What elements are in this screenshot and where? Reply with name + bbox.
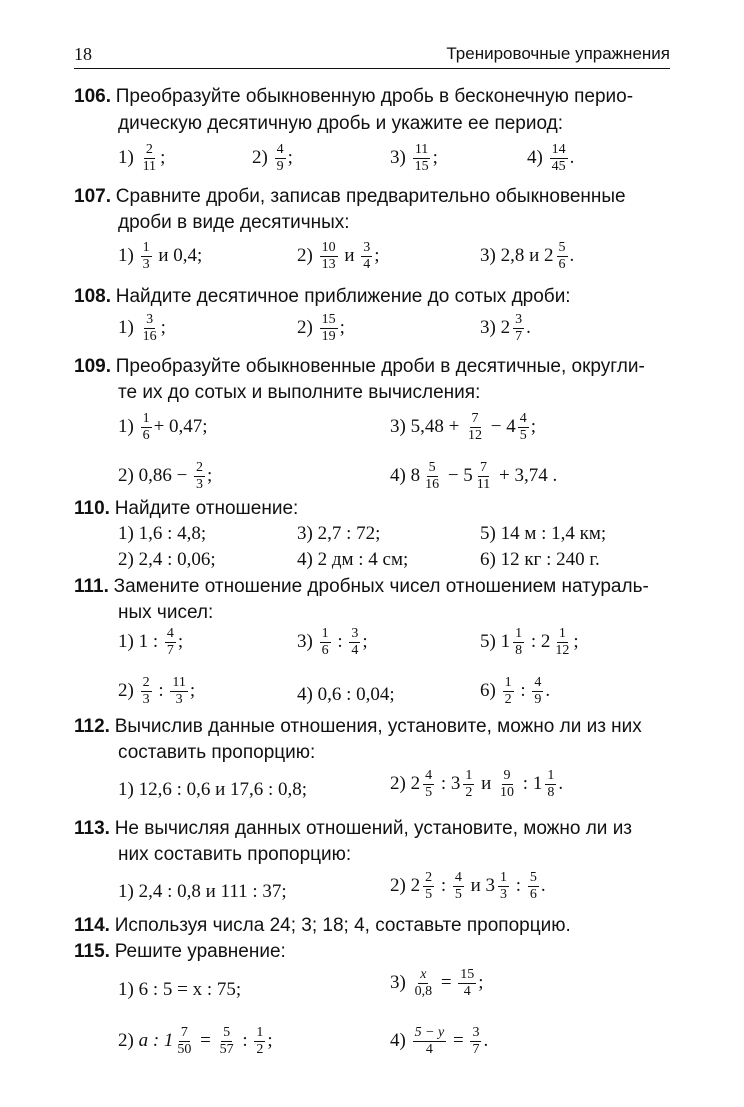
problem-115-line1: 115. Решите уравнение: xyxy=(74,941,286,962)
p111-item-2: 2) $\frac{2}{3}$ : $\frac{11}{3}$ ; xyxy=(118,675,196,708)
problem-112-line1: 112. Вычислив данные отношения, установите, можно ли из них xyxy=(74,716,642,737)
p107-item-3: 3) 2,8 и 2 $\frac{5}{6}$ . xyxy=(480,240,575,273)
problem-108-line1: 108. Найдите десятичное приближение до сотых дроби: xyxy=(74,286,571,307)
problem-114-line1: 114. Используя числа 24; 3; 18; 4, составьте пропорцию. xyxy=(74,915,571,936)
problem-text: Преобразуйте обыкновенную дробь в бесконечную перио- xyxy=(115,86,634,107)
p108-item-1: 1) $\frac{3}{16}$ ; xyxy=(118,312,166,345)
p110-item-4: 4) 2 дм : 4 см; xyxy=(297,549,409,570)
problem-106-line1 xyxy=(74,86,670,108)
p115-item-2: 2) a : 1 $\frac{7}{50}$ = $\frac{5}{57}$ : $\frac{1}{2}$ ; xyxy=(118,1025,273,1058)
problem-110-line1: 110. Найдите отношение: xyxy=(74,498,299,519)
problem-107-line2: дроби в виде десятичных: xyxy=(118,212,350,233)
problem-109-line1: 109. Преобразуйте обыкновенные дроби в десятичные, округли- xyxy=(74,356,645,377)
p106-item-2: 2) $\frac{4}{9}$ ; xyxy=(252,142,293,175)
p112-item-1: 1) 12,6 : 0,6 и 17,6 : 0,8; xyxy=(118,779,308,800)
p111-item-5: 5) 1 $\frac{1}{8}$ : 2 $\frac{1}{12}$ ; xyxy=(480,626,579,659)
problem-113-line2: них составить пропорцию: xyxy=(118,844,352,865)
p109-item-1: 1) $\frac{1}{6}$ + 0,47; xyxy=(118,411,208,444)
p111-item-1: 1) 1 : $\frac{4}{7}$ ; xyxy=(118,626,184,659)
p108-item-3: 3) 2 $\frac{3}{7}$ . xyxy=(480,312,531,345)
problem-109-line2: те их до сотых и выполните вычисления: xyxy=(118,382,481,403)
p115-item-3: 3) $\frac{x}{0,8}$ = $\frac{15}{4}$ ; xyxy=(390,967,484,1000)
problem-111-line2: ных чисел: xyxy=(118,602,214,623)
p106-item-4: 4) $\frac{14}{45}$ . xyxy=(527,142,575,175)
p110-item-2: 2) 2,4 : 0,06; xyxy=(118,549,216,570)
p109-item-4: 4) 8 $\frac{5}{16}$ − 5 $\frac{7}{11}$ + 3,74 . xyxy=(390,460,558,493)
problem-number: 106. xyxy=(74,86,111,107)
page-header xyxy=(74,38,670,69)
problem-113-line1: 113. Не вычисляя данных отношений, установите, можно ли из xyxy=(74,818,633,839)
problem-106-line2: дическую десятичную дробь и укажите ее период: xyxy=(118,113,563,134)
p106-item-3: 3) $\frac{11}{15}$ ; xyxy=(390,142,438,175)
p107-item-2: 2) $\frac{10}{13}$ и $\frac{3}{4}$ ; xyxy=(297,240,380,273)
p109-item-2: 2) 0,86 − $\frac{2}{3}$ ; xyxy=(118,460,213,493)
p111-item-6: 6) $\frac{1}{2}$ : $\frac{4}{9}$ . xyxy=(480,675,551,708)
problem-112-line2: составить пропорцию: xyxy=(118,742,316,763)
p107-item-1: 1) $\frac{1}{3}$ и 0,4; xyxy=(118,240,203,273)
page-number: 18 xyxy=(74,44,92,64)
p112-item-2: 2) 2 $\frac{4}{5}$ : 3 $\frac{1}{2}$ и $\frac{9}{10}$ : 1 $\frac{1}{8}$ . xyxy=(390,768,564,801)
p115-item-1: 1) 6 : 5 = x : 75; xyxy=(118,979,242,1000)
problem-111-line1: 111. Замените отношение дробных чисел отношением натураль- xyxy=(74,576,649,597)
p110-item-1: 1) 1,6 : 4,8; xyxy=(118,523,207,544)
section-title: Тренировочные упражнения xyxy=(446,44,670,63)
p111-item-4: 4) 0,6 : 0,04; xyxy=(297,684,395,705)
p113-item-2: 2) 2 $\frac{2}{5}$ : $\frac{4}{5}$ и 3 $\frac{1}{3}$ : $\frac{5}{6}$ . xyxy=(390,870,546,903)
p110-item-5: 5) 14 м : 1,4 км; xyxy=(480,523,607,544)
problem-107-line1: 107. Сравните дроби, записав предварительно обыкновенные xyxy=(74,186,626,207)
p110-item-3: 3) 2,7 : 72; xyxy=(297,523,381,544)
p113-item-1: 1) 2,4 : 0,8 и 111 : 37; xyxy=(118,881,287,902)
p106-item-1: 1) $\frac{2}{11}$ ; xyxy=(118,142,166,175)
p111-item-3: 3) $\frac{1}{6}$ : $\frac{3}{4}$ ; xyxy=(297,626,368,659)
p110-item-6: 6) 12 кг : 240 г. xyxy=(480,549,600,570)
p109-item-3: 3) 5,48 + $\frac{7}{12}$ − 4 $\frac{4}{5}$ ; xyxy=(390,411,537,444)
p115-item-4: 4) $\frac{5 - y}{4}$ = $\frac{3}{7}$ . xyxy=(390,1025,489,1058)
p108-item-2: 2) $\frac{15}{19}$ ; xyxy=(297,312,345,345)
